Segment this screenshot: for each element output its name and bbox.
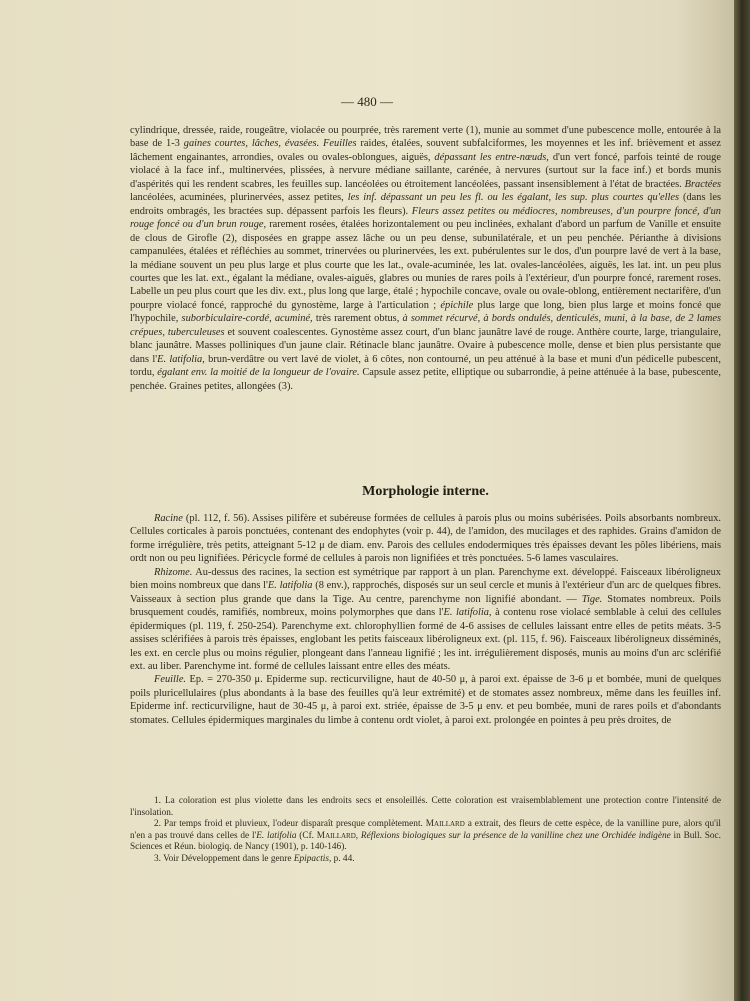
text-run: lancéolées, acuminées, plurinervées, assez petites, (130, 192, 348, 204)
text-run: plus large que long, bien plus large et moins foncé que l'hypochile, (130, 299, 721, 325)
author-name: Maillard (425, 819, 465, 830)
text-run: 2. Par temps froid et pluvieux, l'odeur disparaît presque complètement. (154, 819, 426, 830)
text-run: à contenu rose violacé semblable à celui des cellules épidermiques (pl. 119, f. 250-254). Parenchyme ext. chlorophyllien formé de 4-6 assises de cellules laissant entre elles de petits méats. 3-5 assises sclérifiées à parois très épaisses, englobant les petits faisceaux libéroligneux ext. (pl. 115, f. 96). Faisceaux libéroligneux disséminés, les ext. en cercle plus ou moins régulier, plongeant dans l'anneau lignifié ; les int. irrégulièrement disposés, munis au moins d'un arc sclérifié ext. au liber. Parenchyme int. formé de cellules laissant entre elles des méats. (130, 607, 721, 672)
italic-run: E. latifolia, (443, 607, 492, 619)
italic-run: dépassant les entre-nœuds, (434, 151, 549, 163)
text-run: (dans les endroits ombragés, les bractées sup. dépassent parfois les fleurs). (130, 192, 722, 217)
book-spine (734, 0, 750, 1001)
italic-run: E. latifolia, (157, 353, 205, 365)
text-run: très rarement obtus, (312, 313, 403, 325)
page-number: — 480 — (341, 94, 393, 109)
rhizome-paragraph (130, 566, 721, 674)
text-run: d'un vert foncé, parfois teinté de rouge violacé à la face inf., multinervées, plissées, à nervure médiane saillante, carénée, à nervures (surtout sur la face inf.) et bords munis d'aspérités qui les rendent scabres, les feuilles sup. lancéolées ou étroitement lancéolées, passant insensiblement à l'état de bractées. (130, 151, 721, 190)
italic-run: Feuille. (154, 674, 187, 686)
italic-run: E. latifolia (267, 580, 313, 592)
section-heading: Morphologie interne. (362, 484, 489, 499)
italic-run: les inf. dépassant un peu les fl. ou les égalant, les sup. plus courtes qu'elles (347, 192, 680, 204)
text-run: (pl. 112, f. 56). Assises pilifère et subéreuse formées de cellules à parois plus ou moins subérisées. Poils absorbants nombreux. Cellules corticales à parois ponctuées, contenant des endophytes (voir p. 44), de l'amidon, des mucilages et des raphides. Grains d'amidon de forme irrégulière, très petits, atteignant 5-12 μ de diam. env. Parois des cellules endodermiques très épaisses devant les pôles libériens, mais ordt non ou peu lignifiées. Péricycle formé de cellules à parois non lignifiées et très ponctuées. 5-6 lames vasculaires. (130, 513, 721, 565)
text-run: (Cf. (296, 830, 317, 841)
italic-run: égalant env. la moitié de la longueur de l'ovaire. (157, 367, 360, 379)
italic-run: Fleurs assez petites ou médiocres, nombreuses, d'un pourpre foncé, d'un rouge foncé ou d'un brun rouge, (130, 205, 721, 231)
text-run: cylindrique, dressée, raide, rougeâtre, violacée ou pourprée, très rarement verte (1), munie au sommet d'une pubescence molle, entourée à la base de 1-3 (130, 125, 721, 150)
italic-run: épichile (440, 299, 474, 311)
text-run: Ep. = 270-350 μ. Epiderme sup. recticurviligne, haut de 40-50 μ, à paroi ext. épaisse de 3-6 μ et bombée, muni de quelques poils pluricellulaires (plus abondants à la base des feuilles qu'à leur extrémité) et de stomates assez nombreux, même dans les feuilles inf. Epiderme inf. recticurviligne, haut de 30-45 μ, à paroi ext. striée, épaisse de 3-5 μ env. et peu bombée, muni de rares poils et d'abondants stomates. Cellules épidermiques marginales du limbe à contenu ordt violet, à paroi ext. prolongée en pointes à peu près droites, de (130, 674, 721, 726)
feuille-paragraph (130, 673, 721, 727)
text-run: in Bull. Soc. Sciences et Réun. biologiq. de Nancy (1901), p. 140-146). (130, 830, 721, 853)
morphology-text (130, 512, 721, 727)
text-run: p. 44. (331, 853, 355, 864)
text-run: a extrait, des fleurs de cette espèce, de la vanilline pure, alors qu'il n'en a pas trouvé dans celles de l' (130, 819, 721, 841)
text-run: 1. La coloration est plus violette dans les endroits secs et ensoleillés. Cette coloration est vraisemblablement une protection contre l'intensité de l'insolation. (130, 796, 721, 818)
italic-run: Tige. (581, 593, 603, 605)
description-paragraph (130, 124, 721, 393)
text-run: Au-dessus des racines, la section est symétrique par rapport à un plan. Parenchyme ext. développé. Faisceaux libéroligneux bien moins nombreux que dans l' (130, 566, 721, 592)
text-run: Stomates nombreux. Poils brusquement coudés, ramifiés, nombreux, moins polymorphes que dans l' (130, 593, 721, 619)
text-run: raides, étalées, souvent subfalciformes, les moyennes et les inf. brièvement et assez lâchement engainantes, arrondies, ovales ou ovales-oblongues, aiguës, (130, 138, 721, 163)
italic-run: E. latifolia (256, 830, 297, 841)
footnote-2 (130, 819, 721, 854)
text-run: et souvent coalescentes. Gynostème assez court, d'un blanc jaunâtre lavé de rouge. Anthère courte, large, triangulaire, blanc jaunâtre. Masses polliniques d'un jaune clair. Rétinacle blanc jaunâtre. Ovaire à pubescence molle, dense et bien plus persistante que dans l' (130, 326, 721, 365)
text-run: brun-verdâtre ou vert lavé de violet, à 6 côtes, non contourné, un peu atténué à la base et muni d'un pédicelle pubescent, tordu, (130, 353, 721, 379)
racine-paragraph (130, 512, 721, 566)
footnotes (130, 796, 721, 866)
italic-run: Epipactis, (293, 853, 332, 864)
text-run: (8 env.), rapprochés, disposés sur un seul cercle et munis à l'extérieur d'un arc de quelques fibres. Vaisseaux à section plus grande que dans la Tige. Au centre, parenchyme non lignifié abondant. — (130, 580, 721, 605)
footnote-1 (130, 796, 721, 819)
italic-run: Rhizome. (154, 566, 193, 578)
italic-run: suborbiculaire-cordé, acuminé, (181, 313, 313, 325)
text-run: 3. Voir Développement dans le genre (154, 853, 294, 864)
italic-run: à sommet récurvé, à bords ondulés, denticulés, muni, à la base, de 2 lames crépues, tuberculeuses (130, 313, 721, 338)
author-name: Maillard, (316, 830, 359, 841)
text-run: rarement rosées, étalées horizontalement ou peu inclinées, exhalant d'abord un parfum de Vanille et ensuite de clous de Girofle (2), disposées en grappe assez lâche ou un peu dense, subunilatérale, et un peu penchée. Périanthe à divisions campanulées, étalées et réfléchies au sommet, trinervées ou plurinervées, les ext. pubérulentes sur le dos, d'un pourpre lavé de vert à la base, la médiane souvent un peu plus large et plus courte que les lat., ovale-acuminée, les lat. ovales-lancéolées, aiguës, les lat. int. un peu plus courtes que les lat. ext., égalant la médiane, ovales-aiguës, glabres ou munies de rares poils à l'extérieur, d'un pourpre foncé, rarement roses. Labelle un peu plus court que les div. ext., plus long que large, étalé ; hypochile concave, ovale ou ovale-oblong, entièrement nectarifère, d'un pourpre violacé foncé, rapproché du gynostème, large à l'articulation ; (130, 219, 721, 311)
italic-run: Réflexions biologiques sur la présence de la vanilline chez une Orchidée indigène (358, 830, 671, 841)
description-text (130, 124, 721, 393)
text-run: Capsule assez petite, elliptique ou subarrondie, à peine atténuée à la base, pubescente, penchée. Graines petites, allongées (3). (130, 367, 721, 392)
italic-run: gaines courtes, lâches, évasées. Feuilles (183, 138, 357, 150)
italic-run: Racine (154, 513, 183, 524)
footnote-3 (130, 854, 721, 866)
italic-run: Bractées (684, 178, 721, 190)
